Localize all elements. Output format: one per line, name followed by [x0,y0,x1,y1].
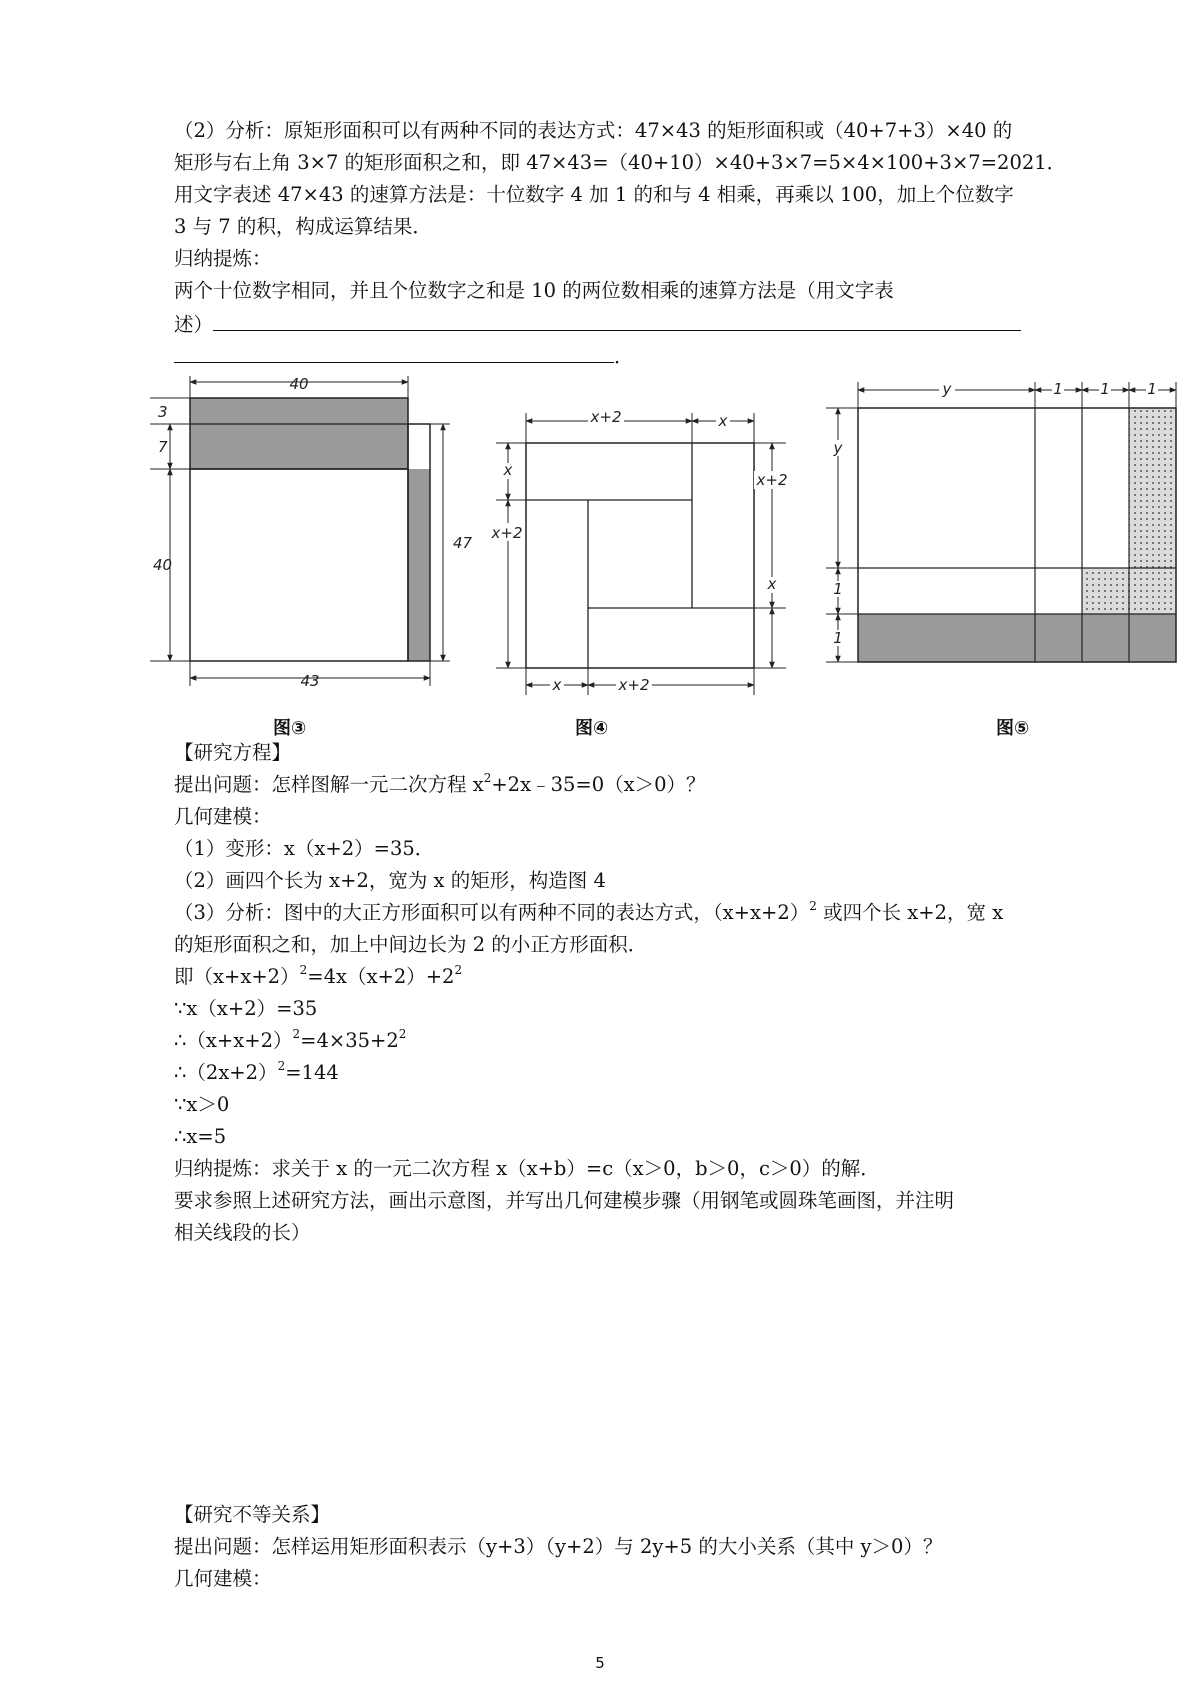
figure-5 [820,378,1190,678]
eq4-a: ∴（2x+2） [174,1061,278,1084]
equation-question [174,772,706,798]
fig3-right-strip [408,469,430,661]
eq1-sup2: 2 [454,963,463,977]
intro-line-4: 3 与 7 的积，构成运算结果． [174,215,432,238]
fig5-label-top-y: y [942,380,952,398]
equation-step-2: （2）画四个长为 x+2，宽为 x 的矩形，构造图 4 [174,869,606,892]
fig5-label-top-1a: 1 [1053,380,1063,398]
equation-modeling: 几何建模： [174,805,272,828]
fig4-label-top-short: x [718,412,728,430]
intro-line-6: 两个十位数字相同，并且个位数字之和是 10 的两位数相乘的速算方法是（用文字表 [174,279,894,302]
fig5-label-top-1b: 1 [1100,380,1110,398]
inequality-question: 提出问题：怎样运用矩形面积表示（y+3）（y+2）与 2y+5 的大小关系（其中 y＞0）？ [174,1535,943,1558]
fig3-top-strip-3 [190,398,408,424]
intro-line-8-end: ． [614,345,634,368]
intro-line-7 [174,310,1021,338]
eq4-b: =144 [285,1061,339,1084]
fig5-caption: 图⑤ [996,718,1030,739]
equation-step-3 [174,900,1003,926]
eq3-b: =4×35+2 [300,1029,399,1052]
eq4-sup: 2 [277,1059,286,1073]
equation-line-6: ∴x=5 [174,1125,227,1148]
intro-line-3: 用文字表述 47×43 的速算方法是：十位数字 4 加 1 的和与 4 相乘，再乘以 100，加上个位数字 [174,183,1014,206]
eq1-a: 即（x+x+2） [174,965,300,988]
fig3-label-3: 3 [158,403,168,421]
intro-line-1: （2）分析：原矩形面积可以有两种不同的表达方式：47×43 的矩形面积或（40+7+3）×40 的 [174,119,1013,142]
equation-step-3-cont: 的矩形面积之和，加上中间边长为 2 的小正方形面积． [174,933,648,956]
fig4-label-bottom-long: x+2 [618,676,650,694]
fig4-label-right-long: x+2 [756,471,788,489]
fig4-label-left-long: x+2 [491,524,523,542]
figure-4 [488,405,793,705]
fig3-big-square [190,469,408,661]
answer-blank-1[interactable] [213,310,1021,331]
equation-line-3 [174,1028,406,1054]
equation-line-5: ∵x＞0 [174,1093,230,1116]
answer-blank-2[interactable] [174,342,614,363]
fig4-label-bottom-x: x [552,676,562,694]
equation-line-1 [174,964,462,990]
intro-line-8 [174,342,634,370]
fig5-label-left-y: y [833,439,843,457]
equation-line-2: ∵x（x+2）=35 [174,997,318,1020]
fig3-label-7: 7 [158,438,168,456]
fig5-dotted-column [1129,408,1176,614]
fig3-top-strip-7 [190,424,408,469]
equation-question-b: +2x﹣35=0（x＞0）？ [491,773,706,796]
equation-step-1: （1）变形：x（x+2）=35． [174,837,435,860]
eq3-sup: 2 [292,1027,301,1041]
intro-line-2: 矩形与右上角 3×7 的矩形面积之和，即 47×43=（40+10）×40+3×7=5×4×100+3×7=2021． [174,151,1067,174]
equation-requirement-2: 相关线段的长） [174,1221,311,1244]
fig5-bottom-strip [858,614,1176,662]
equation-requirement-1: 要求参照上述研究方法，画出示意图，并写出几何建模步骤（用钢笔或圆珠笔画图，并注明 [174,1189,955,1212]
fig4-caption: 图④ [575,718,609,739]
eq3-a: ∴（x+x+2） [174,1029,293,1052]
intro-line-5: 归纳提炼： [174,247,272,270]
fig4-big-square [526,443,754,668]
page-number: 5 [595,1654,605,1672]
fig3-label-left: 40 [153,556,173,574]
equation-summary: 归纳提炼：求关于 x 的一元二次方程 x（x+b）=c（x＞0，b＞0，c＞0）的解． [174,1157,880,1180]
inequality-modeling: 几何建模： [174,1567,272,1590]
equation-step-3-sup: 2 [809,899,817,913]
fig5-label-left-1a: 1 [833,580,843,598]
inequality-heading: 【研究不等关系】 [174,1503,331,1526]
eq3-sup2: 2 [398,1027,407,1041]
equation-step-3-b: 或四个长 x+2，宽 x [816,901,1004,924]
fig5-label-left-1b: 1 [833,629,843,647]
equation-line-4 [174,1060,339,1086]
fig4-label-left-x: x [503,461,513,479]
equation-question-a: 提出问题：怎样图解一元二次方程 x [174,773,484,796]
fig4-label-top-long: x+2 [590,408,622,426]
fig3-label-bottom: 43 [300,672,320,690]
fig4-center-square [588,500,692,608]
eq1-b: =4x（x+2）+2 [307,965,455,988]
intro-line-7-text: 述） [174,313,214,336]
equation-heading: 【研究方程】 [174,741,292,764]
fig5-dotted-square [1082,568,1129,614]
fig3-label-top: 40 [289,375,309,393]
figure-3 [150,368,480,698]
fig5-label-top-1c: 1 [1147,380,1157,398]
fig4-label-right-x: x [767,575,777,593]
fig3-label-right: 47 [453,534,473,552]
equation-question-sup: 2 [483,771,492,785]
fig3-caption: 图③ [273,718,307,739]
equation-step-3-a: （3）分析：图中的大正方形面积可以有两种不同的表达方式，（x+x+2） [174,901,810,924]
eq1-sup: 2 [299,963,308,977]
